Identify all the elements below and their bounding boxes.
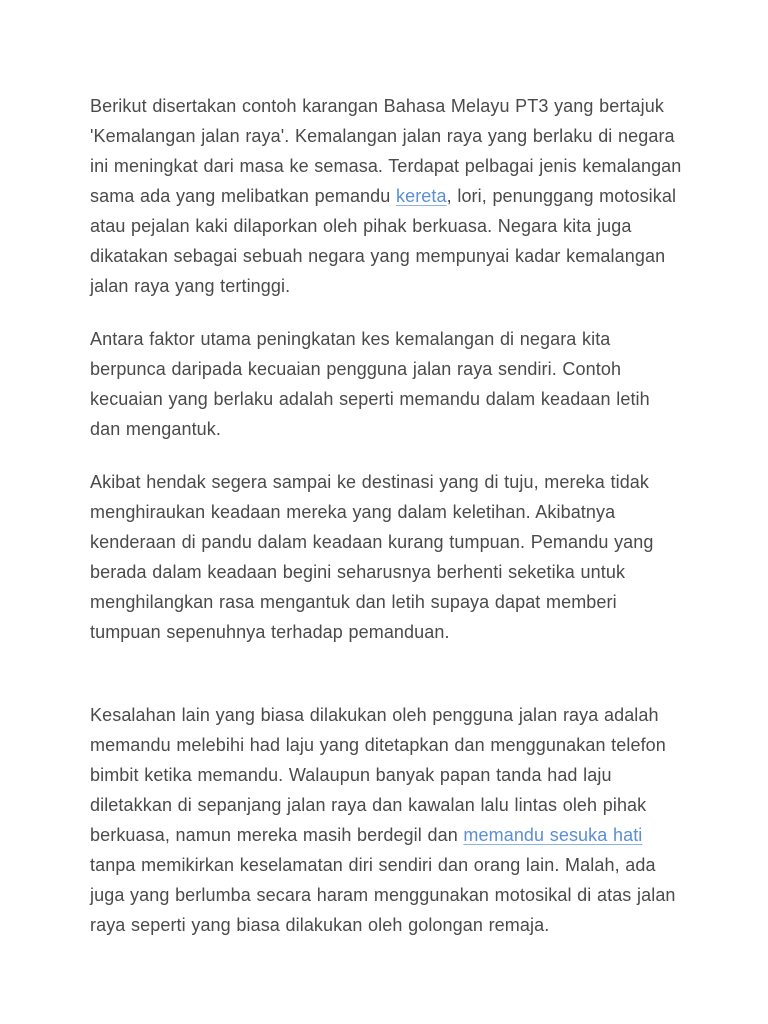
- memandu-sesuka-hati-link[interactable]: memandu sesuka hati: [463, 825, 643, 845]
- paragraph-1-text-before-link: Berikut disertakan contoh karangan Bahasa Melayu PT3 yang bertajuk 'Kemalangan jalan raya'. Kemalangan jalan raya yang berlaku di negara ini meningkat dari masa ke semasa. Terdapat pelbagai jenis kemalangan sama ada yang melibatkan pemandu: [90, 96, 682, 206]
- paragraph-4-text-after-link: tanpa memikirkan keselamatan diri sendiri dan orang lain. Malah, ada juga yang berlumba secara haram menggunakan motosikal di atas jalan raya seperti yang biasa dilakukan oleh golongan remaja.: [90, 855, 676, 935]
- kereta-link[interactable]: kereta: [396, 186, 447, 206]
- essay-content: [90, 91, 682, 940]
- paragraph-3: [90, 467, 682, 647]
- paragraph-3-text: Akibat hendak segera sampai ke destinasi yang di tuju, mereka tidak menghiraukan keadaan mereka yang dalam keletihan. Akibatnya kenderaan di pandu dalam keadaan kurang tumpuan. Pemandu yang berada dalam keadaan begini seharusnya berhenti seketika untuk menghilangkan rasa mengantuk dan letih supaya dapat memberi tumpuan sepenuhnya terhadap pemanduan.: [90, 472, 654, 642]
- paragraph-1-text-after-link: , lori, penunggang motosikal atau pejalan kaki dilaporkan oleh pihak berkuasa. Negara kita juga dikatakan sebagai sebuah negara yang mempunyai kadar kemalangan jalan raya yang tertinggi.: [90, 186, 677, 296]
- paragraph-2-text: Antara faktor utama peningkatan kes kemalangan di negara kita berpunca daripada kecuaian pengguna jalan raya sendiri. Contoh kecuaian yang berlaku adalah seperti memandu dalam keadaan letih dan mengantuk.: [90, 329, 650, 439]
- paragraph-1: [90, 91, 682, 301]
- paragraph-4: [90, 700, 682, 940]
- paragraph-4-text-before-link: Kesalahan lain yang biasa dilakukan oleh pengguna jalan raya adalah memandu melebihi had laju yang ditetapkan dan menggunakan telefon bimbit ketika memandu. Walaupun banyak papan tanda had laju diletakkan di sepanjang jalan raya dan kawalan lalu lintas oleh pihak berkuasa, namun mereka masih berdegil dan: [90, 705, 666, 845]
- paragraph-2: [90, 324, 682, 444]
